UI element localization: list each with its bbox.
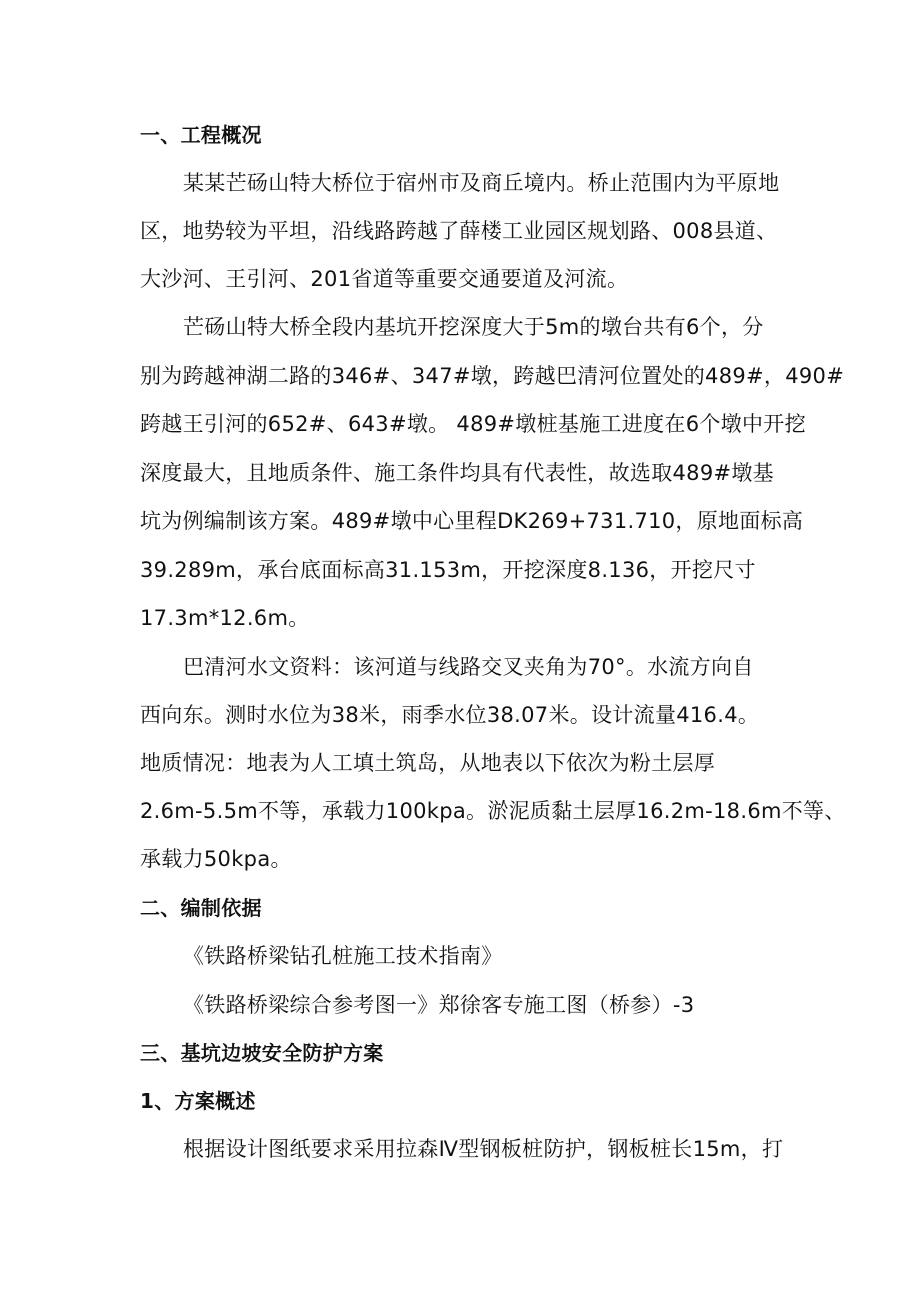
paragraph-line: 坑为例编制该方案。489#墩中心里程DK269+731.710，原地面标高 xyxy=(140,509,804,533)
paragraph-line: 承载力50kpa。 xyxy=(140,847,292,871)
section-1-heading: 一、工程概况 xyxy=(140,123,262,147)
section-3-heading: 三、基坑边坡安全防护方案 xyxy=(140,1041,384,1065)
paragraph-line: 别为跨越神湖二路的346#、347#墩，跨越巴清河位置处的489#，490# xyxy=(140,364,845,388)
subsection-1-heading: 1、方案概述 xyxy=(140,1089,256,1113)
reference-item: 《铁路桥梁钻孔桩施工技术指南》 xyxy=(183,944,503,968)
section-2-heading: 二、编制依据 xyxy=(140,896,262,920)
paragraph-line: 区，地势较为平坦，沿线路跨越了薛楼工业园区规划路、008县道、 xyxy=(140,219,778,243)
paragraph-line: 39.289m，承台底面标高31.153m，开挖深度8.136，开挖尺寸 xyxy=(140,558,756,582)
reference-item: 《铁路桥梁综合参考图一》郑徐客专施工图（桥参）-3 xyxy=(183,993,695,1017)
paragraph-line: 西向东。测时水位为38米，雨季水位38.07米。设计流量416.4。 xyxy=(140,703,760,727)
paragraph-line: 17.3m*12.6m。 xyxy=(140,606,310,630)
paragraph-line: 根据设计图纸要求采用拉森Ⅳ型钢板桩防护，钢板桩长15m，打 xyxy=(183,1137,784,1161)
paragraph-line: 大沙河、王引河、201省道等重要交通要道及河流。 xyxy=(140,267,629,291)
paragraph-line: 跨越王引河的652#、643#墩。 489#墩桩基施工进度在6个墩中开挖 xyxy=(140,412,806,436)
paragraph-line: 芒砀山特大桥全段内基坑开挖深度大于5m的墩台共有6个，分 xyxy=(183,315,764,339)
paragraph-line: 地质情况：地表为人工填土筑岛，从地表以下依次为粉土层厚 xyxy=(140,751,716,775)
paragraph-line: 深度最大，且地质条件、施工条件均具有代表性，故选取489#墩基 xyxy=(140,461,774,485)
paragraph-line: 某某芒砀山特大桥位于宿州市及商丘境内。桥止范围内为平原地 xyxy=(183,171,780,195)
paragraph-line: 巴清河水文资料：该河道与线路交叉夹角为70°。水流方向自 xyxy=(183,655,754,679)
paragraph-line: 2.6m-5.5m不等，承载力100kpa。淤泥质黏土层厚16.2m-18.6m不等、 xyxy=(140,799,846,823)
